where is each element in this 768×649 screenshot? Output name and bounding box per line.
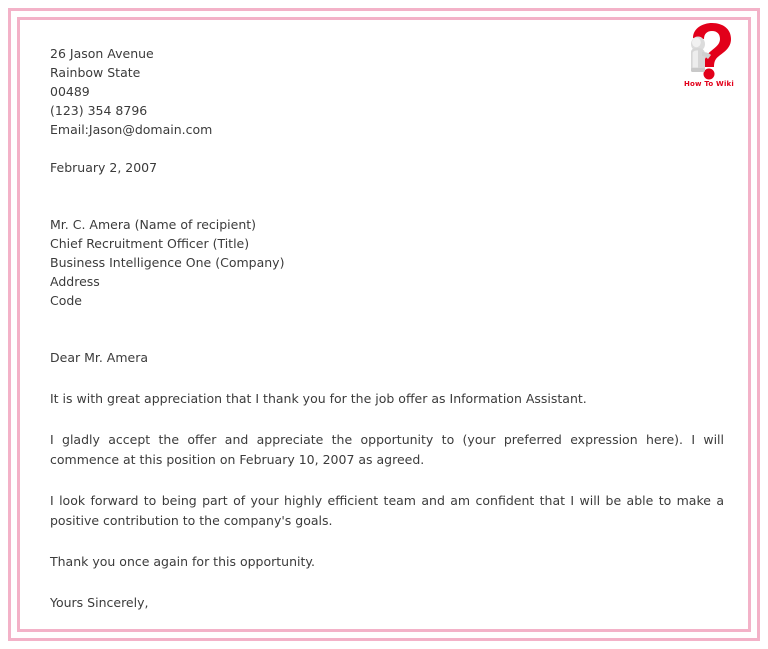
letter-date: February 2, 2007 xyxy=(50,160,158,175)
letter-content xyxy=(20,20,748,629)
sender-line: Rainbow State xyxy=(50,65,141,80)
recipient-line: Business Intelligence One (Company) xyxy=(50,255,285,270)
body-paragraph: I look forward to being part of your highly efficient team and am confident that I will be able to make a positive contribution to the company's goals. xyxy=(50,493,724,528)
salutation-block xyxy=(50,348,724,367)
body-paragraph: I gladly accept the offer and appreciate the opportunity to (your preferred expression here). I will commence at this position on February 10, 2007 as agreed. xyxy=(50,432,724,467)
recipient-line: Code xyxy=(50,293,83,308)
recipient-line: Address xyxy=(50,274,100,289)
body-paragraph: It is with great appreciation that I thank you for the job offer as Information Assistant. xyxy=(50,391,587,406)
recipient-address-block xyxy=(50,215,724,310)
sender-line: 00489 xyxy=(50,84,90,99)
sender-line: (123) 354 8796 xyxy=(50,103,148,118)
recipient-line: Chief Recruitment Officer (Title) xyxy=(50,236,250,251)
logo-caption: How To Wiki xyxy=(683,80,735,88)
closing-line: Yours Sincerely, xyxy=(50,595,149,610)
sender-line: 26 Jason Avenue xyxy=(50,46,154,61)
letter-date-block xyxy=(50,158,724,177)
salutation: Dear Mr. Amera xyxy=(50,350,149,365)
recipient-line: Mr. C. Amera (Name of recipient) xyxy=(50,217,257,232)
letter-body xyxy=(50,44,724,613)
sender-email-line: Email:Jason@domain.com xyxy=(50,122,213,137)
body-paragraph: Thank you once again for this opportunity. xyxy=(50,554,315,569)
sender-address-block xyxy=(50,44,724,139)
